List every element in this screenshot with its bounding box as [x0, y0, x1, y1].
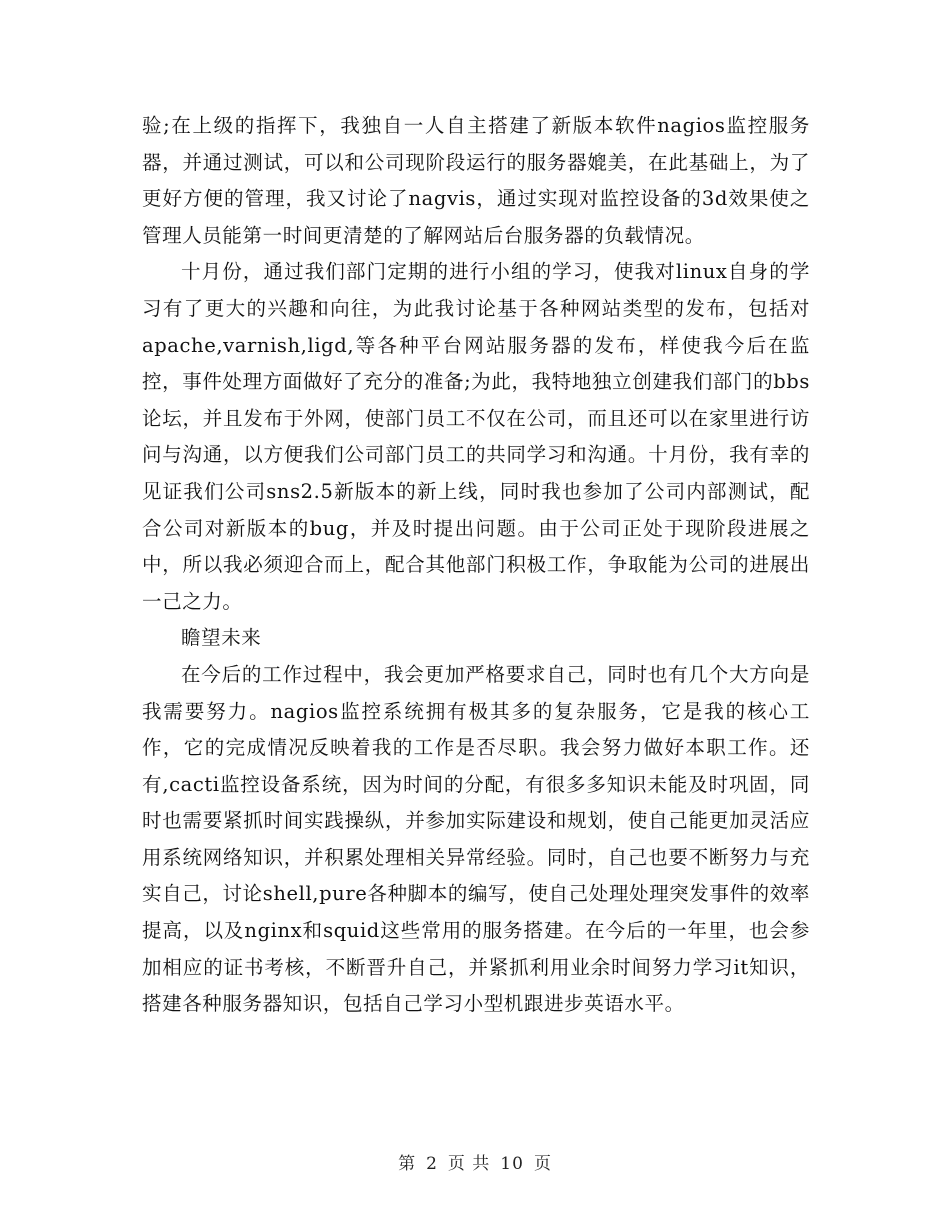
page-label-suffix: 页 — [533, 1154, 552, 1174]
paragraph-1: 验;在上级的指挥下，我独自一人自主搭建了新版本软件nagios监控服务器，并通过测试，可以和公司现阶段运行的服务器媲美，在此基础上，为了更好方便的管理，我又讨论了nagvis，通过实现对监控设备的3d效果使之管理人员能第一时间更清楚的了解网站后台服务器的负载情况。 — [142, 114, 810, 247]
page-label-mid: 页 共 — [447, 1154, 491, 1174]
page-label-prefix: 第 — [398, 1154, 417, 1174]
paragraph-2: 十月份，通过我们部门定期的进行小组的学习，使我对linux自身的学习有了更大的兴趣和向往，为此我讨论基于各种网站类型的发布，包括对apache,varnish,ligd,等各种平台网站服务器的发布，样使我今后在监控，事件处理方面做好了充分的准备;为此，我特地独立创建我们部门的bbs论坛，并且发布于外网，使部门员工不仅在公司，而且还可以在家里进行访问与沟通，以方便我们公司部门员工的共同学习和沟通。十月份，我有幸的见证我们公司sns2.5新版本的新上线，同时我也参加了公司内部测试，配合公司对新版本的bug，并及时提出问题。由于公司正处于现阶段进展之中，所以我必须迎合而上，配合其他部门积极工作，争取能为公司的进展出一己之力。 — [142, 260, 810, 613]
current-page-number: 2 — [426, 1154, 438, 1174]
section-heading: 瞻望未来 — [181, 626, 262, 650]
total-pages-number: 10 — [500, 1154, 524, 1174]
paragraph-3: 在今后的工作过程中，我会更加严格要求自己，同时也有几个大方向是我需要努力。nagios监控系统拥有极其多的复杂服务，它是我的核心工作，它的完成情况反映着我的工作是否尽职。我会努力做好本职工作。还有,cacti监控设备系统，因为时间的分配，有很多多知识未能及时巩固，同时也需要紧抓时间实践操纵，并参加实际建设和规划，使自己能更加灵活应用系统网络知识，并积累处理相关异常经验。同时，自己也要不断努力与充实自己，讨论shell,pure各种脚本的编写，使自己处理处理突发事件的效率提高，以及nginx和squid这些常用的服务搭建。在今后的一年里，也会参加相应的证书考核，不断晋升自己，并紧抓利用业余时间努力学习it知识，搭建各种服务器知识，包括自己学习小型机跟进步英语水平。 — [142, 662, 810, 1016]
page-footer — [0, 1152, 950, 1176]
document-body — [142, 108, 810, 1023]
